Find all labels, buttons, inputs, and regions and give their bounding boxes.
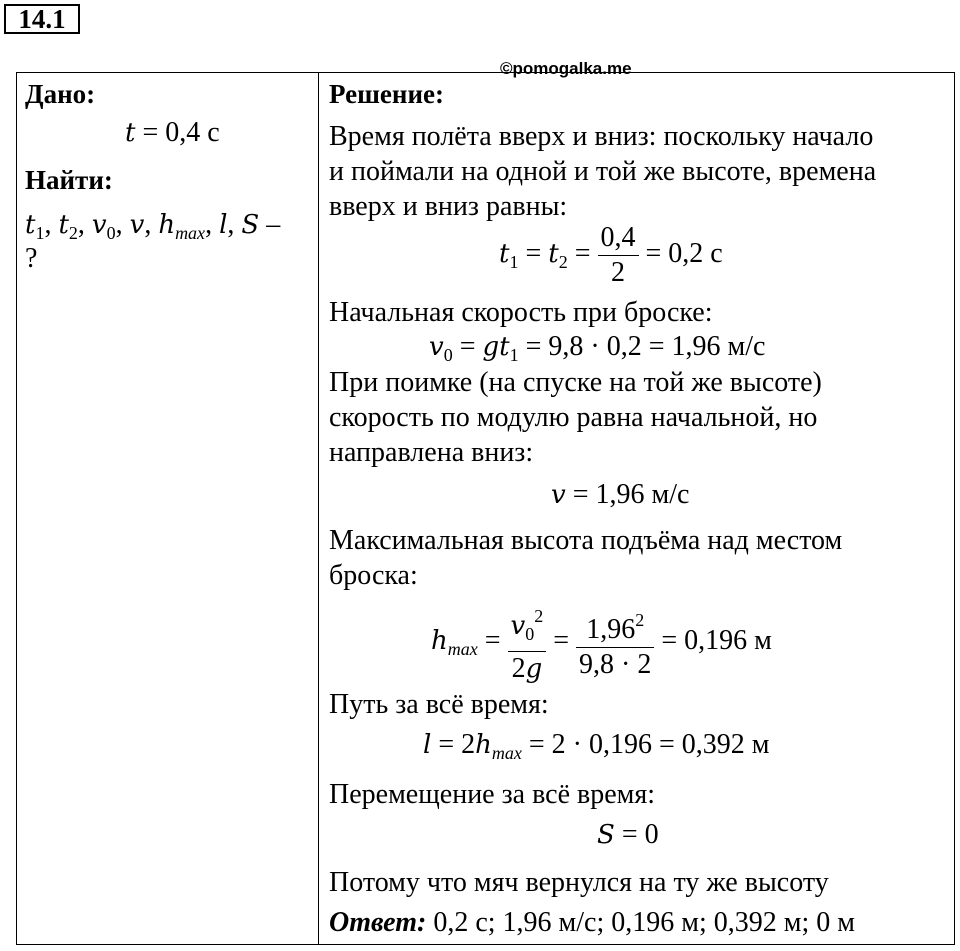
given-t-formula: t = 0,4 с [125,117,220,148]
formula-l: $l = 2h_{max} = 2 \cdot 0,196 = 0,392$ м [423,729,770,763]
paragraph-7: Потому что мяч вернулся на ту же высоту [329,867,829,898]
given-label: Дано: [25,79,96,109]
paragraph-3-line-1: При поимке (на спуске на той же высоте) [329,367,822,398]
formula-t1-t2: $t_1 = t_2$ = $\frac{0,4}{2}$ = 0,2 с [499,222,723,288]
paragraph-4-line-2: броска: [329,560,418,591]
paragraph-1-line-3: вверх и вниз равны: [329,191,568,222]
formula-hmax: $h_{max}$ = $\frac{v_0^2}{2g}$ = $\frac{1,96^2}{9,8 \cdot 2}$ = 0,196 м [431,599,772,686]
paragraph-6: Перемещение за всё время: [329,779,656,810]
paragraph-4-line-1: Максимальная высота подъёма над местом [329,525,843,556]
paragraph-5: Путь за всё время: [329,689,549,720]
watermark: ©pomogalka.me [500,59,632,78]
paragraph-3-line-2: скорость по модулю равна начальной, но [329,402,818,433]
column-divider [318,73,319,944]
answer-line [329,905,855,940]
find-list: $t_1$, $t_2$, $v_0$, v, $h_{max}$, l, S – [25,209,281,243]
formula-s: S = 0 [597,819,659,850]
problem-number: 14.1 [4,4,80,34]
paragraph-2: Начальная скорость при броске: [329,297,713,328]
paragraph-3-line-3: направлена вниз: [329,437,534,468]
formula-v: v = 1,96 м/с [551,479,690,510]
answer-label: Ответ: [329,907,427,938]
solution-table [16,72,955,945]
formula-v0: $v_0 = gt_1 = 9,8 \cdot 0,2 = 1,96$ м/с [429,331,766,365]
answer-text: 0,2 с; 1,96 м/с; 0,196 м; 0,392 м; 0 м [433,907,855,938]
find-question: ? [25,243,38,274]
solution-label: Решение: [329,79,444,109]
find-label: Найти: [25,165,113,195]
paragraph-1-line-1: Время полёта вверх и вниз: поскольку начало [329,121,874,152]
paragraph-1-line-2: и поймали на одной и той же высоте, времена [329,156,877,187]
